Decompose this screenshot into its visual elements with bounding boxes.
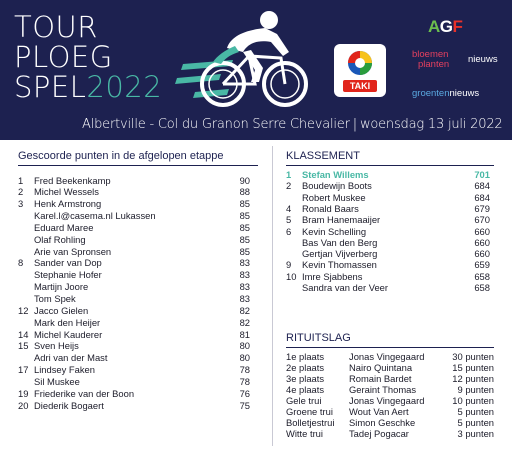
name-cell: Friederike van der Boon	[34, 387, 135, 399]
name-cell: Bas Van den Berg	[302, 236, 378, 248]
rank-cell: 20	[18, 399, 29, 411]
header-banner	[0, 0, 512, 140]
rituitslag-row	[286, 384, 494, 395]
klassement-row	[286, 169, 490, 180]
name-cell: Stephanie Hofer	[34, 269, 102, 281]
name-cell: Lindsey Faken	[34, 364, 95, 376]
name-cell: Sandra van der Veer	[302, 282, 388, 293]
rank-cell: 1	[286, 169, 292, 180]
etappe-row	[18, 246, 250, 257]
name-cell: Boudewijn Boots	[302, 180, 372, 192]
rituitslag-row	[286, 417, 494, 428]
place-cell: 4e plaats	[286, 383, 325, 395]
place-cell: 1e plaats	[286, 351, 325, 362]
agf-logo: AGF	[428, 17, 463, 36]
points-cell: 660	[474, 225, 490, 237]
rank-cell: 15	[18, 340, 29, 352]
points-cell: 15 punten	[452, 361, 494, 373]
title-line-2: PLOEG	[14, 40, 113, 74]
points-cell: 75	[239, 399, 250, 411]
klassement-title: KLASSEMENT	[286, 150, 360, 162]
name-cell: Eduard Maree	[34, 221, 94, 233]
name-cell: Ronald Baars	[302, 202, 359, 214]
rank-cell: 17	[18, 364, 29, 376]
etappe-title: Gescoorde punten in de afgelopen etappe	[18, 150, 224, 162]
etappe-row	[18, 388, 250, 399]
rank-cell: 14	[18, 328, 29, 340]
rituitslag-rule	[286, 347, 494, 348]
rank-cell: 5	[286, 214, 292, 226]
rituitslag-row	[286, 395, 494, 406]
name-cell: Imre Sjabbens	[302, 270, 363, 282]
rider-cell: Simon Geschke	[349, 416, 416, 428]
rank-cell: 1	[18, 174, 24, 186]
title-line-3	[14, 72, 162, 102]
name-cell: Sil Muskee	[34, 375, 80, 387]
klassement-row	[286, 180, 490, 191]
points-cell: 701	[474, 169, 490, 180]
rituitslag-title: RITUITSLAG	[286, 332, 351, 344]
points-cell: 684	[474, 191, 490, 203]
points-cell: 81	[239, 328, 250, 340]
rank-cell: 4	[286, 202, 292, 214]
points-cell: 80	[239, 352, 250, 364]
name-cell: Kevin Thomassen	[302, 259, 377, 271]
place-cell: 3e plaats	[286, 372, 325, 384]
points-cell: 78	[239, 375, 250, 387]
points-cell: 5 punten	[457, 405, 494, 417]
rider-cell: Wout Van Aert	[349, 405, 409, 417]
place-cell: Gele trui	[286, 394, 322, 406]
rituitslag-row	[286, 428, 494, 439]
rider-cell: Jonas Vingegaard	[349, 351, 425, 362]
klassement-rule	[286, 165, 494, 166]
name-cell: Adri van der Mast	[34, 352, 108, 364]
points-cell: 90	[239, 174, 250, 186]
stage-separator: |	[352, 117, 357, 132]
taki-mark-icon	[341, 49, 379, 77]
klassement-row	[286, 192, 490, 203]
points-cell: 9 punten	[457, 383, 494, 395]
points-cell: 83	[239, 293, 250, 304]
etappe-row	[18, 186, 250, 197]
points-cell: 12 punten	[452, 372, 494, 384]
rituitslag-row	[286, 351, 494, 362]
points-cell: 82	[239, 316, 250, 328]
points-cell: 85	[239, 221, 250, 233]
points-cell: 658	[474, 270, 490, 282]
etappe-row	[18, 210, 250, 221]
points-cell: 679	[474, 202, 490, 214]
points-cell: 658	[474, 282, 490, 293]
name-cell: Michel Wessels	[34, 186, 99, 198]
klassement-row	[286, 248, 490, 259]
points-cell: 80	[239, 340, 250, 352]
points-cell: 85	[239, 233, 250, 245]
name-cell: Robert Muskee	[302, 191, 366, 203]
points-cell: 85	[239, 245, 250, 257]
etappe-row	[18, 376, 250, 387]
etappe-row	[18, 222, 250, 233]
klassement-row	[286, 203, 490, 214]
etappe-row	[18, 198, 250, 209]
name-cell: Sven Heijs	[34, 340, 79, 352]
points-cell: 684	[474, 180, 490, 192]
etappe-row	[18, 400, 250, 411]
klassement-row	[286, 214, 490, 225]
etappe-rule	[18, 165, 258, 166]
rider-cell: Romain Bardet	[349, 372, 412, 384]
place-cell: Groene trui	[286, 405, 333, 417]
points-cell: 659	[474, 259, 490, 271]
game-title	[14, 12, 162, 102]
points-cell: 82	[239, 304, 250, 316]
rider-cell: Nairo Quintana	[349, 361, 413, 373]
etappe-row	[18, 352, 250, 363]
etappe-row	[18, 257, 250, 268]
name-cell: Arie van Spronsen	[34, 245, 112, 257]
rank-cell: 2	[286, 180, 292, 192]
stage-date: woensdag 13 juli 2022	[359, 117, 503, 132]
points-cell: 78	[239, 364, 250, 376]
title-word-spel: SPEL	[14, 70, 87, 104]
points-cell: 660	[474, 248, 490, 260]
rank-cell: 6	[286, 225, 292, 237]
etappe-row	[18, 317, 250, 328]
rank-cell: 19	[18, 387, 29, 399]
klassement-row	[286, 259, 490, 270]
etappe-row	[18, 281, 250, 292]
cyclist-icon	[173, 6, 325, 112]
rank-cell: 2	[18, 186, 24, 198]
rituitslag-row	[286, 373, 494, 384]
rank-cell: 8	[18, 257, 24, 269]
points-cell: 83	[239, 281, 250, 293]
etappe-row	[18, 175, 250, 186]
column-divider	[272, 146, 273, 446]
rituitslag-row	[286, 362, 494, 373]
points-cell: 30 punten	[452, 351, 494, 362]
name-cell: Olaf Rohling	[34, 233, 86, 245]
name-cell: Gertjan Vijverberg	[302, 248, 378, 260]
name-cell: Diederik Bogaert	[34, 399, 104, 411]
name-cell: Tom Spek	[34, 293, 76, 304]
points-cell: 10 punten	[452, 394, 494, 406]
rider-cell: Jonas Vingegaard	[349, 394, 425, 406]
place-cell: Bolletjestrui	[286, 416, 335, 428]
rider-cell: Tadej Pogacar	[349, 427, 409, 439]
rank-cell: 10	[286, 270, 297, 282]
points-cell: 85	[239, 198, 250, 210]
rituitslag-row	[286, 406, 494, 417]
points-cell: 88	[239, 186, 250, 198]
name-cell: Fred Beekenkamp	[34, 174, 111, 186]
etappe-row	[18, 340, 250, 351]
etappe-row	[18, 329, 250, 340]
points-cell: 660	[474, 236, 490, 248]
place-cell: 2e plaats	[286, 361, 325, 373]
stage-route: Albertville - Col du Granon Serre Chevalier	[82, 117, 350, 132]
name-cell: Michel Kauderer	[34, 328, 103, 340]
groenten-nieuws-logo: groentennieuws	[412, 88, 480, 99]
rank-cell: 12	[18, 304, 29, 316]
points-cell: 76	[239, 387, 250, 399]
etappe-row	[18, 305, 250, 316]
name-cell: Jacco Gielen	[34, 304, 89, 316]
name-cell: Kevin Schelling	[302, 225, 367, 237]
name-cell: Henk Armstrong	[34, 198, 102, 210]
place-cell: Witte trui	[286, 427, 323, 439]
points-cell: 670	[474, 214, 490, 226]
klassement-row	[286, 282, 490, 293]
name-cell: Stefan Willems	[302, 169, 369, 180]
rank-cell: 9	[286, 259, 292, 271]
taki-logo	[334, 44, 386, 97]
klassement-row	[286, 226, 490, 237]
name-cell: Bram Hanemaaijer	[302, 214, 381, 226]
points-cell: 83	[239, 269, 250, 281]
etappe-row	[18, 234, 250, 245]
name-cell: Martijn Joore	[34, 281, 89, 293]
taki-wordmark: TAKI	[343, 80, 377, 92]
points-cell: 83	[239, 257, 250, 269]
bloemenplanten-nieuws-logo: bloemen planten nieuws	[412, 49, 498, 70]
rider-cell: Geraint Thomas	[349, 383, 417, 395]
name-cell: Sander van Dop	[34, 257, 102, 269]
title-line-1: TOUR	[14, 10, 98, 44]
points-cell: 5 punten	[457, 416, 494, 428]
etappe-row	[18, 364, 250, 375]
etappe-row	[18, 293, 250, 304]
klassement-row	[286, 237, 490, 248]
title-year: 2022	[86, 70, 163, 104]
stage-line	[82, 117, 502, 132]
name-cell: Mark den Heijer	[34, 316, 101, 328]
points-cell: 85	[239, 210, 250, 222]
points-cell: 3 punten	[457, 427, 494, 439]
etappe-row	[18, 269, 250, 280]
rank-cell: 3	[18, 198, 24, 210]
klassement-row	[286, 271, 490, 282]
name-cell: Karel.l@casema.nl Lukassen	[34, 210, 156, 222]
